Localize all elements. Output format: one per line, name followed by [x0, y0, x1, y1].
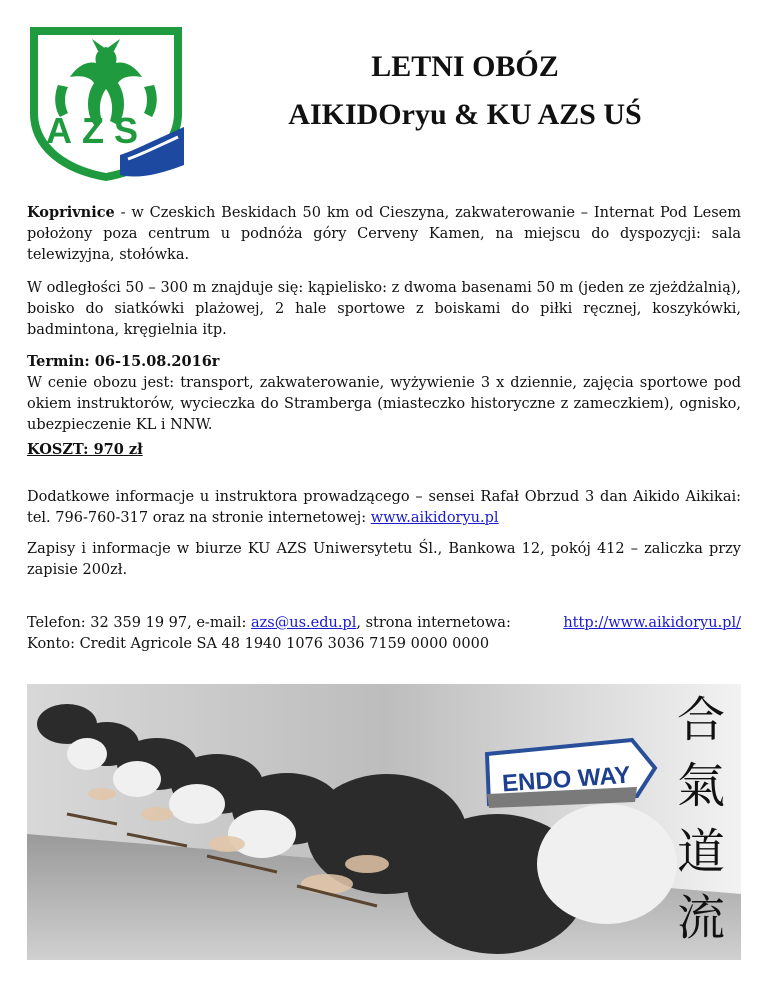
term-text: W cenie obozu jest: transport, zakwaterowanie, wyżywienie 3 x dziennie, zajęcia sportowe pod okiem instruktorów, wycieczka do Stramberga (miasteczko historyczne z zameczkiem), ognisko, ubezpieczenie KL i NNW. [27, 375, 741, 433]
endo-way-sign [487, 740, 655, 808]
phone-text: Telefon: 32 359 19 97, e-mail: [27, 615, 251, 631]
sign-text: ENDO WAY [501, 761, 632, 798]
kanji-3: 道 [677, 824, 726, 880]
aikido-photo [27, 684, 741, 960]
cost-label [27, 439, 741, 461]
info-text: Dodatkowe informacje u instruktora prowadzącego – sensei Rafał Obrzud 3 dan Aikido Aikikai: tel. 796-760-317 oraz na stronie internetowej: [27, 489, 741, 526]
title-line1: LETNI OBÓZ [371, 50, 559, 83]
paragraph-contact [27, 613, 741, 655]
paragraph-location [27, 202, 741, 266]
url-link[interactable]: http://www.aikidoryu.pl/ [563, 615, 741, 631]
location-text: - w Czeskich Beskidach 50 km od Cieszyna, zakwaterowanie – Internat Pod Lesem położony poza centrum u podnóża góry Cerveny Kamen, na miejscu do dyspozycji: sala telewizyjna, stołówka. [27, 205, 741, 263]
paragraph-term [27, 351, 741, 436]
kanji-4: 流 [677, 890, 726, 946]
title-line2: AIKIDOryu & KU AZS UŚ [288, 98, 642, 131]
location-name: Koprivnice [27, 204, 115, 221]
paragraph-info [27, 487, 741, 529]
website-link[interactable]: www.aikidoryu.pl [370, 510, 499, 526]
azs-logo [28, 25, 184, 182]
kanji-2: 氣 [677, 758, 726, 814]
email-link[interactable]: azs@us.edu.pl [251, 615, 357, 631]
term-label: Termin: 06-15.08.2016r [27, 353, 220, 370]
kanji-1: 合 [677, 692, 726, 748]
cost-value: KOSZT: 970 zł [27, 441, 143, 458]
logo-letters: AZS [46, 110, 148, 151]
bank-account: Konto: Credit Agricole SA 48 1940 1076 3036 7159 0000 0000 [27, 636, 490, 652]
paragraph-registration: Zapisy i informacje w biurze KU AZS Uniwersytetu Śl., Bankowa 12, pokój 412 – zaliczka przy zapisie 200zł. [27, 541, 741, 578]
website-text: , strona internetowa: [356, 615, 511, 631]
paragraph-facilities: W odległości 50 – 300 m znajduje się: kąpielisko: z dwoma basenami 50 m (jeden ze zjeżdżalnią), boisko do siatkówki plażowej, 2 hale sportowe z boiskami do piłki ręcznej, koszykówki, badmintona, kręgielnia itp. [27, 280, 741, 338]
